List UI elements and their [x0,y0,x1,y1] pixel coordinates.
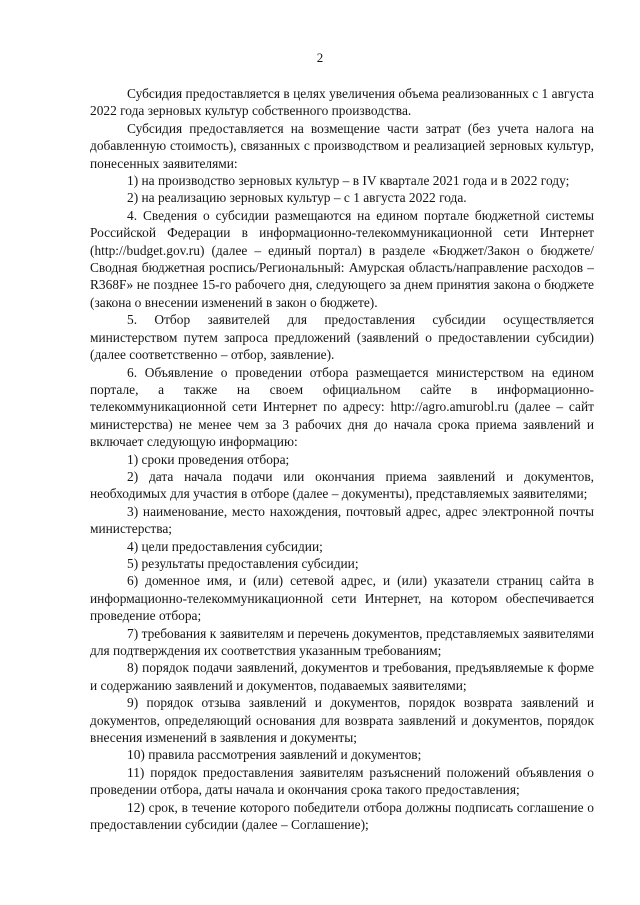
list-item-4: 4) цели предоставления субсидии; [127,538,323,554]
list-item-12: 12) срок, в течение которого победители отбора должны подписать соглашение о предоставлении субсидии (далее – Соглашение); [90,799,594,833]
document-body [90,85,594,833]
list-item-6: 6) доменное имя, и (или) сетевой адрес, и (или) указатели страниц сайта в информационно-телекоммуникационной сети Интернет, на котором обеспечивается проведение отбора; [90,573,594,624]
paragraph-compensation: Субсидия предоставляется на возмещение части затрат (без учета налога на добавленную стоимость), связанных с производством и реализацией зерновых культур, понесенных заявителями: [90,120,594,171]
list-item-8: 8) порядок подачи заявлений, документов и требования, предъявляемые к форме и содержанию заявлений и документов, подаваемых заявителями; [90,660,594,693]
list-item-7: 7) требования к заявителям и перечень документов, представляемых заявителями для подтверждения их соответствия указанным требованиям; [90,625,594,658]
paragraph-purpose: Субсидия предоставляется в целях увеличения объема реализованных с 1 августа 2022 года зерновых культур собственного производства. [90,86,594,119]
page-number: 2 [316,50,324,65]
list-item-11: 11) порядок предоставления заявителям разъяснений положений объявления о проведении отбора, даты начала и окончания срока такого предоставления; [90,764,594,798]
list-item-5: 5) результаты предоставления субсидии; [127,555,359,571]
paragraph-5-selection: 5. Отбор заявителей для предоставления субсидии осуществляется министерством путем запроса предложений (заявлений о предоставлении субсидии) (далее соответственно – отбор, заявление). [90,312,594,363]
list-item-9: 9) порядок отзыва заявлений и документов, порядок возврата заявлений и документов, определяющий основания для возврата заявлений и документов, порядок внесения изменений в заявления и документы; [90,695,594,746]
list-item-sales: 2) на реализацию зерновых культур – с 1 августа 2022 года. [127,190,467,206]
list-item-2: 2) дата начала подачи или окончания приема заявлений и документов, необходимых для участия в отборе (далее – документы), представляемых заявителями; [90,468,594,502]
paragraph-4-portal: 4. Сведения о субсидии размещаются на едином портале бюджетной системы Российской Федерации в информационно-телекоммуникационной сети Интернет (http://budget.gov.ru) (далее – единый портал) в разделе «Бюджет/Закон о бюджете/Сводная бюджетная роспись/Региональный: Амурская область/направление расходов – R368F» не позднее 15-го рабочего дня, следующего за днем принятия закона о бюджете (закона о внесении изменений в закон о бюджете). [90,207,594,310]
list-item-3: 3) наименование, место нахождения, почтовый адрес, адрес электронной почты министерства; [90,503,594,537]
list-item-10: 10) правила рассмотрения заявлений и документов; [127,747,422,763]
list-item-production: 1) на производство зерновых культур – в IV квартале 2021 года и в 2022 году; [127,173,570,189]
list-item-1: 1) сроки проведения отбора; [127,451,290,467]
paragraph-6-announcement: 6. Объявление о проведении отбора размещается министерством на едином портале, а также на своем официальном сайте в информационно-телекоммуникационной сети Интернет по адресу: http://agro.amurobl.ru (далее – сайт министерства) не менее чем за 3 рабочих дня до начала срока приема заявлений и включает следующую информацию: [90,364,594,450]
